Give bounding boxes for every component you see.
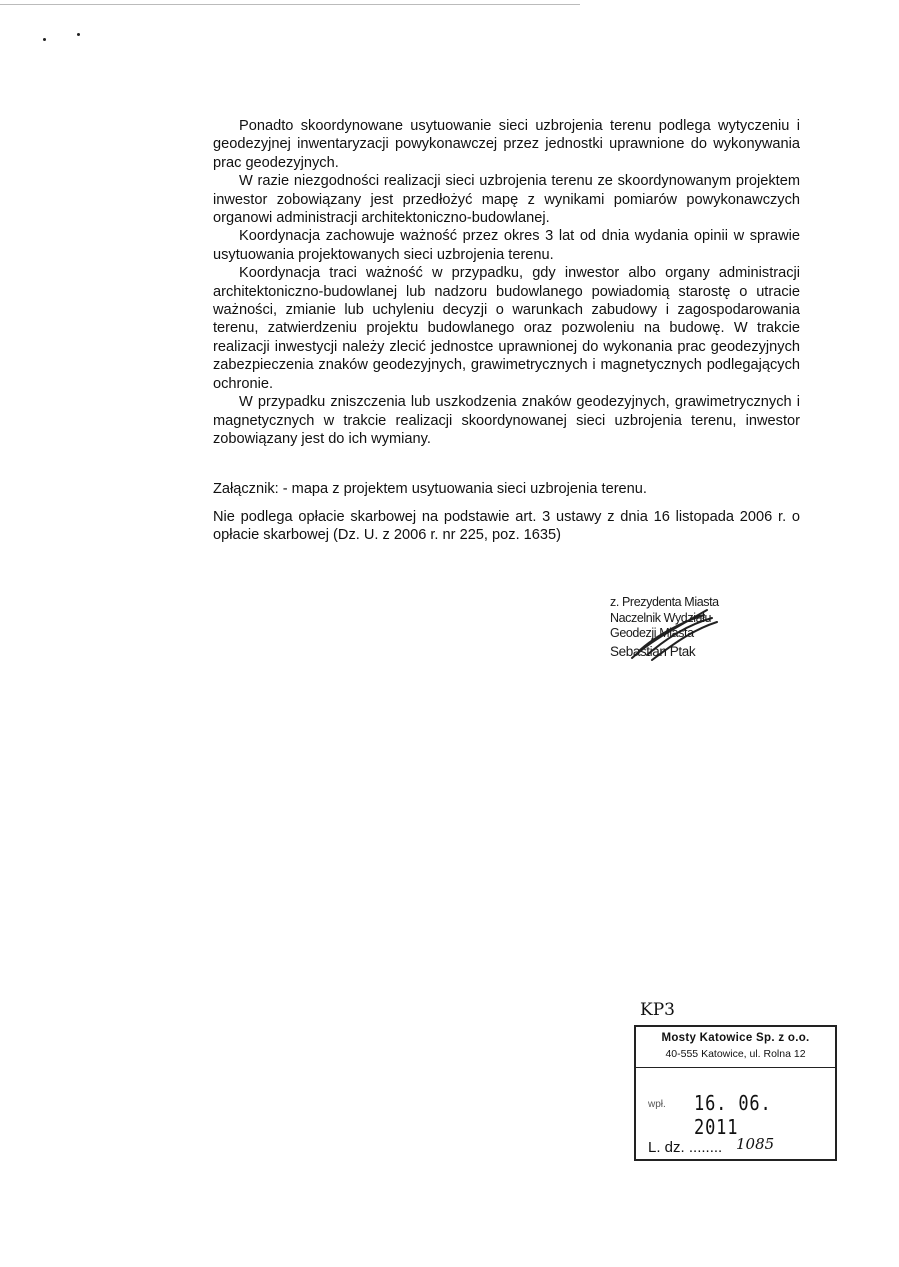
signature-line-3: Geodezji Miasta xyxy=(610,626,694,640)
stamp-ldz-label: L. dz. ........ xyxy=(648,1139,723,1156)
stamp-divider xyxy=(636,1067,835,1068)
body-paragraph: W przypadku zniszczenia lub uszkodzenia znaków geodezyjnych, grawimetrycznych i magnetycznych w trakcie realizacji skoordynowanej sieci uzbrojenia terenu, inwestor zobowiązany jest do ich wymiany. xyxy=(213,394,800,447)
body-paragraph: W razie niezgodności realizacji sieci uzbrojenia terenu ze skoordynowanym projektem inwestor zobowiązany jest przedłożyć mapę z wynikami pomiarów powykonawczych organowi administracji architektoniczno-budowlanej. xyxy=(213,173,800,227)
stamp-handwritten-note: KP3 xyxy=(640,1000,675,1020)
fee-note: Nie podlega opłacie skarbowej na podstawie art. 3 ustawy z dnia 16 listopada 2006 r. o opłacie skarbowej (Dz. U. z 2006 r. nr 225, poz. 1635) xyxy=(213,509,800,544)
body-paragraph: Ponadto skoordynowane usytuowanie sieci uzbrojenia terenu podlega wytyczeniu i geodezyjnej inwentaryzacji powykonawczej przez jednostki uprawnione do wykonywania prac geodezyjnych. xyxy=(213,118,800,171)
body-paragraph: Koordynacja traci ważność w przypadku, gdy inwestor albo organy administracji architektoniczno-budowlanej lub nadzoru budowlanego powiadomią starostę o utracie ważności, zmianie lub uchyleniu decyzji o warunkach zabudowy i zagospodarowania terenu, zatwierdzeniu projektu budowlanego oraz pozwoleniu na budowę. W trakcie realizacji inwestycji należy zlecić jednostce uprawnionej do wykonania prac geodezyjnych zabezpieczenia znaków geodezyjnych, grawimetrycznych i magnetycznych podlegających ochronie. xyxy=(213,265,800,392)
attachment-note: Załącznik: - mapa z projektem usytuowania sieci uzbrojenia terenu. xyxy=(213,481,647,497)
receipt-stamp xyxy=(634,1025,837,1161)
scan-speck xyxy=(77,33,80,36)
stamp-address: 40-555 Katowice, ul. Rolna 12 xyxy=(665,1048,806,1060)
scan-top-edge-line xyxy=(0,4,580,5)
scan-speck xyxy=(43,38,46,41)
stamp-date: 16. 06. 2011 xyxy=(694,1091,772,1139)
stamp-company: Mosty Katowice Sp. z o.o. xyxy=(661,1032,810,1044)
document-body xyxy=(213,117,800,448)
body-paragraph: Koordynacja zachowuje ważność przez okres 3 lat od dnia wydania opinii w sprawie usytuowania projektowanych sieci uzbrojenia terenu. xyxy=(213,228,800,263)
signature-line-1: z. Prezydenta Miasta xyxy=(610,595,719,609)
signature-block xyxy=(610,595,750,659)
signatory-name: Sebastian Ptak xyxy=(610,643,696,659)
stamp-ldz-number: 1085 xyxy=(736,1135,775,1153)
stamp-wp-label: wpł. xyxy=(648,1099,666,1110)
signature-line-2: Naczelnik Wydziału xyxy=(610,610,712,625)
